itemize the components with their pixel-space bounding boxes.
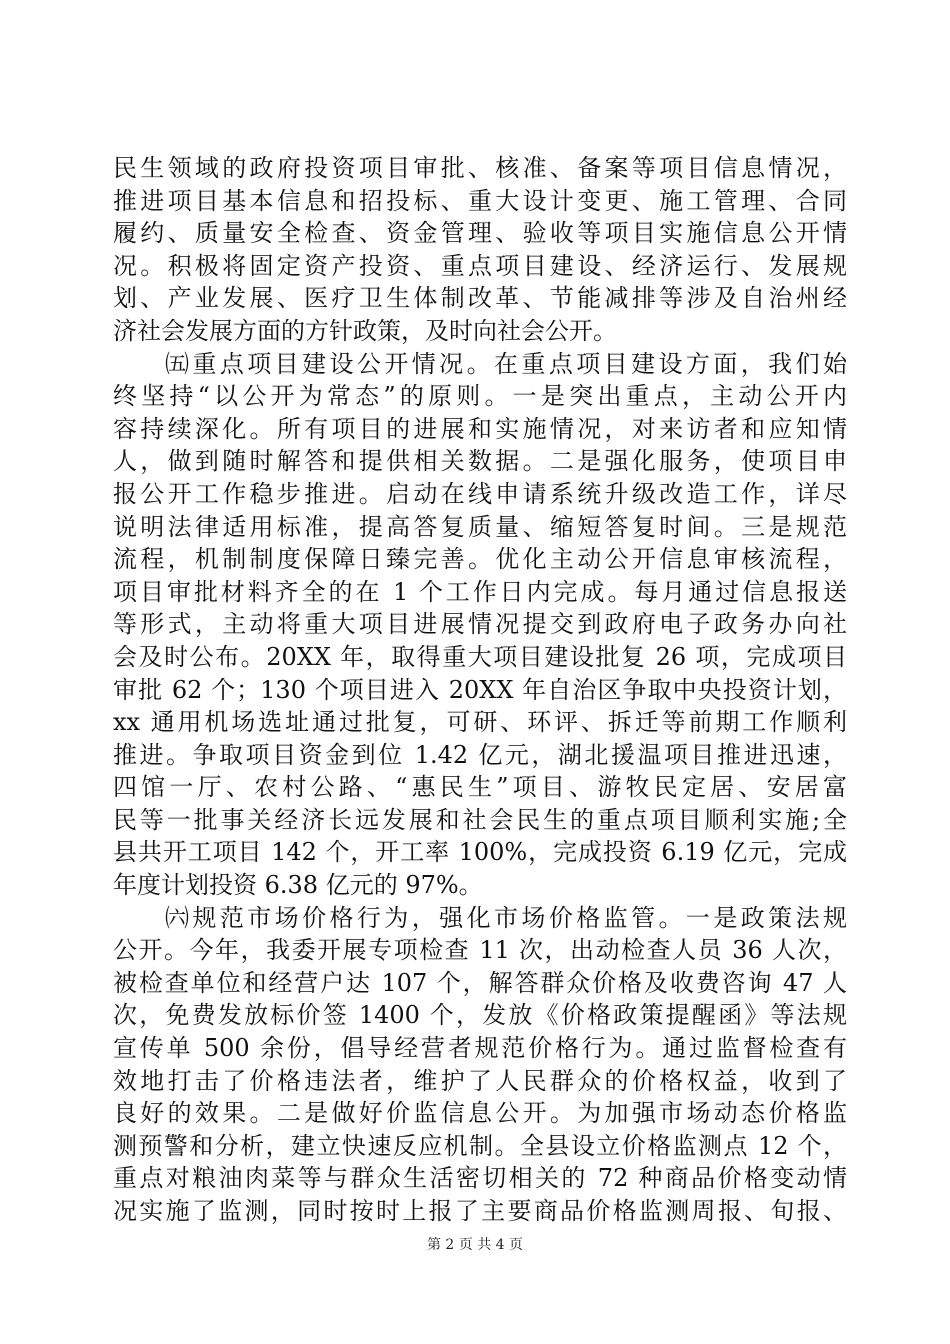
text-line: 划、产业发展、医疗卫生体制改革、节能减排等涉及自治州经: [113, 284, 847, 313]
paragraph-6-first-line: ㈥规范市场价格行为，强化市场价格监管。一是政策法规: [165, 903, 847, 932]
text-line: 容持续深化。所有项目的进展和实施情况，对来访者和应知情: [113, 414, 847, 443]
text-line: 报公开工作稳步推进。启动在线申请系统升级改造工作，详尽: [113, 479, 847, 508]
text-line: 测预警和分析，建立快速反应机制。全县设立价格监测点 12 个，: [113, 1131, 847, 1160]
text-line: 良好的效果。二是做好价监信息公开。为加强市场动态价格监: [113, 1099, 847, 1128]
text-line: 民生领域的政府投资项目审批、核准、备案等项目信息情况，: [113, 154, 847, 182]
text-line: 四馆一厅、农村公路、“惠民生”项目、游牧民定居、安居富: [113, 773, 847, 802]
text-line: 说明法律适用标准，提高答复质量、缩短答复时间。三是规范: [113, 512, 847, 541]
text-line: 人，做到随时解答和提供相关数据。二是强化服务，使项目申: [113, 447, 847, 476]
text-line: 等形式，主动将重大项目进展情况提交到政府电子政务办向社: [113, 610, 847, 639]
text-line: 况实施了监测，同时按时上报了主要商品价格监测周报、旬报、: [113, 1197, 847, 1225]
text-line: 项目审批材料齐全的在 1 个工作日内完成。每月通过信息报送: [113, 577, 847, 606]
text-line: 重点对粮油肉菜等与群众生活密切相关的 72 种商品价格变动情: [113, 1164, 847, 1193]
text-line: 县共开工项目 142 个，开工率 100%，完成投资 6.19 亿元，完成: [113, 838, 847, 867]
paragraph-5-first-line: ㈤重点项目建设公开情况。在重点项目建设方面，我们始: [165, 349, 847, 378]
text-line: 次，免费发放标价签 1400 个，发放《价格政策提醒函》等法规: [113, 1001, 847, 1030]
document-body: [113, 152, 847, 1228]
text-line: 推进。争取项目资金到位 1.42 亿元，湖北援温项目推进迅速，: [113, 740, 847, 769]
page-number-footer: 第 2 页 共 4 页: [426, 1237, 524, 1253]
text-line: 年度计划投资 6.38 亿元的 97%。: [113, 871, 483, 900]
text-line: xx 通用机场选址通过批复，可研、环评、拆迁等前期工作顺利: [113, 708, 847, 737]
text-line: 终坚持“以公开为常态”的原则。一是突出重点，主动公开内: [113, 382, 847, 411]
text-line: 况。积极将固定资产投资、重点项目建设、经济运行、发展规: [113, 251, 847, 280]
text-line: 公开。今年，我委开展专项检查 11 次，出动检查人员 36 人次，: [113, 936, 847, 965]
text-line: 被检查单位和经营户达 107 个，解答群众价格及收费咨询 47 人: [113, 968, 847, 997]
text-line: 流程，机制制度保障日臻完善。优化主动公开信息审核流程，: [113, 545, 847, 574]
text-line: 会及时公布。20XX 年，取得重大项目建设批复 26 项，完成项目: [113, 642, 847, 671]
text-line: 济社会发展方面的方针政策，及时向社会公开。: [113, 316, 617, 345]
text-line: 效地打击了价格违法者，维护了人民群众的价格权益，收到了: [113, 1066, 847, 1095]
text-line: 审批 62 个；130 个项目进入 20XX 年自治区争取中央投资计划，: [113, 675, 847, 704]
text-line: 推进项目基本信息和招投标、重大设计变更、施工管理、合同: [113, 186, 847, 215]
text-line: 宣传单 500 余份，倡导经营者规范价格行为。通过监督检查有: [113, 1034, 847, 1063]
text-line: 民等一批事关经济长远发展和社会民生的重点项目顺利实施;全: [113, 805, 847, 834]
text-line: 履约、质量安全检查、资金管理、验收等项目实施信息公开情: [113, 219, 847, 248]
